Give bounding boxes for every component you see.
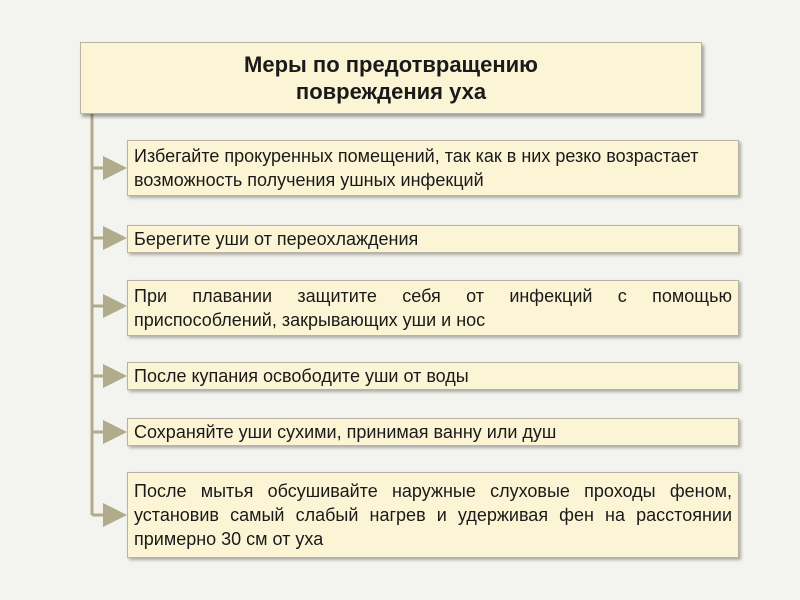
measure-text-3: При плавании защитите себя от инфекций с помощью приспособлений, закрывающих уши и нос (134, 286, 732, 330)
title-line-1: Меры по предотвращению (244, 52, 538, 77)
measure-box-1 (127, 140, 739, 196)
measure-text-4: После купания освободите уши от воды (134, 366, 469, 386)
measure-box-3 (127, 280, 739, 336)
measure-box-6 (127, 472, 739, 558)
title-line-2: повреждения уха (295, 79, 487, 104)
measure-box-4 (127, 362, 739, 390)
diagram-title (80, 42, 702, 114)
measure-box-5 (127, 418, 739, 446)
measure-text-6: После мытья обсушивайте наружные слуховые проходы феном, установив самый слабый нагрев и удерживая фен на расстоянии примерно 30 см от уха (134, 481, 732, 549)
measure-text-5: Сохраняйте уши сухими, принимая ванну или душ (134, 422, 557, 442)
measure-box-2 (127, 225, 739, 253)
measure-text-2: Берегите уши от переохлаждения (134, 229, 419, 249)
measure-text-1: Избегайте прокуренных помещений, так как в них резко возрастает возможность получения ушных инфекций (134, 146, 699, 190)
